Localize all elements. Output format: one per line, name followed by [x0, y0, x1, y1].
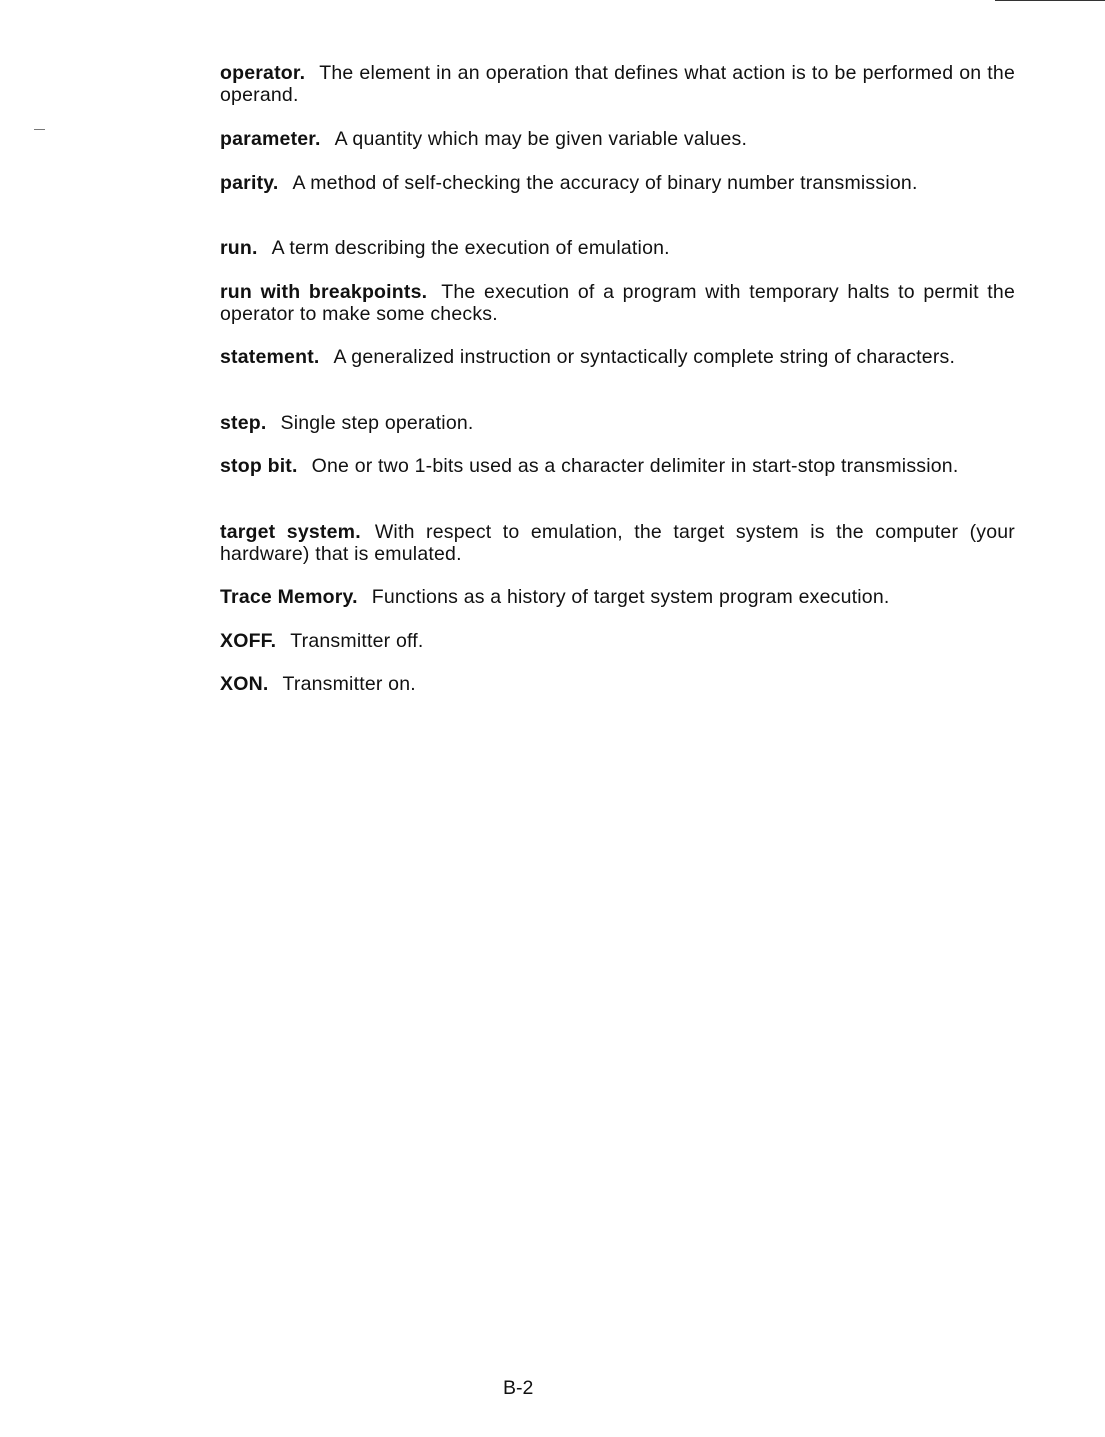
glossary-definition: A method of self-checking the accuracy of binary number transmission. — [292, 172, 918, 194]
glossary-term: parameter. — [220, 128, 321, 150]
glossary-definition: A term describing the execution of emulation. — [271, 237, 670, 259]
glossary-entry-trace-memory — [220, 586, 889, 608]
glossary-entry-run — [220, 237, 670, 259]
glossary-term: XON. — [220, 673, 269, 695]
glossary-definition: The execution of a program with temporary halts to permit the operator to make some checks. — [220, 281, 1015, 325]
glossary-term: parity. — [220, 172, 279, 194]
glossary-entry-parity — [220, 172, 918, 194]
glossary-definition: A generalized instruction or syntactically complete string of characters. — [333, 346, 956, 368]
glossary-term: XOFF. — [220, 630, 277, 652]
glossary-entry-step — [220, 412, 474, 434]
glossary-definition: One or two 1-bits used as a character delimiter in start-stop transmission. — [311, 455, 959, 477]
margin-mark — [34, 129, 45, 130]
glossary-term: step. — [220, 412, 267, 434]
glossary-entry-run-with-breakpoints — [220, 281, 1015, 325]
glossary-term: run with breakpoints. — [220, 281, 428, 303]
glossary-definition: With respect to emulation, the target system is the computer (your hardware) that is emulated. — [220, 521, 1015, 565]
glossary-term: target system. — [220, 521, 361, 543]
glossary-definition: Transmitter on. — [282, 673, 416, 695]
glossary-term: statement. — [220, 346, 320, 368]
glossary-term: operator. — [220, 62, 306, 84]
glossary-definition: Transmitter off. — [290, 630, 424, 652]
page-number: B-2 — [503, 1377, 534, 1399]
glossary-entry-target-system — [220, 521, 1015, 565]
glossary-term: Trace Memory. — [220, 586, 358, 608]
top-edge-rule — [995, 0, 1105, 1]
glossary-entry-xoff — [220, 630, 424, 652]
glossary-term: run. — [220, 237, 258, 259]
glossary-definition: Single step operation. — [280, 412, 474, 434]
glossary-entry-parameter — [220, 128, 747, 150]
glossary-definition: A quantity which may be given variable values. — [334, 128, 748, 150]
glossary-entry-stop-bit — [220, 455, 958, 477]
glossary-entry-statement — [220, 346, 955, 368]
glossary-definition: The element in an operation that defines what action is to be performed on the operand. — [220, 62, 1015, 106]
glossary-entry-operator — [220, 62, 1015, 106]
glossary-entry-xon — [220, 673, 416, 695]
glossary-definition: Functions as a history of target system program execution. — [371, 586, 890, 608]
glossary-term: stop bit. — [220, 455, 298, 477]
